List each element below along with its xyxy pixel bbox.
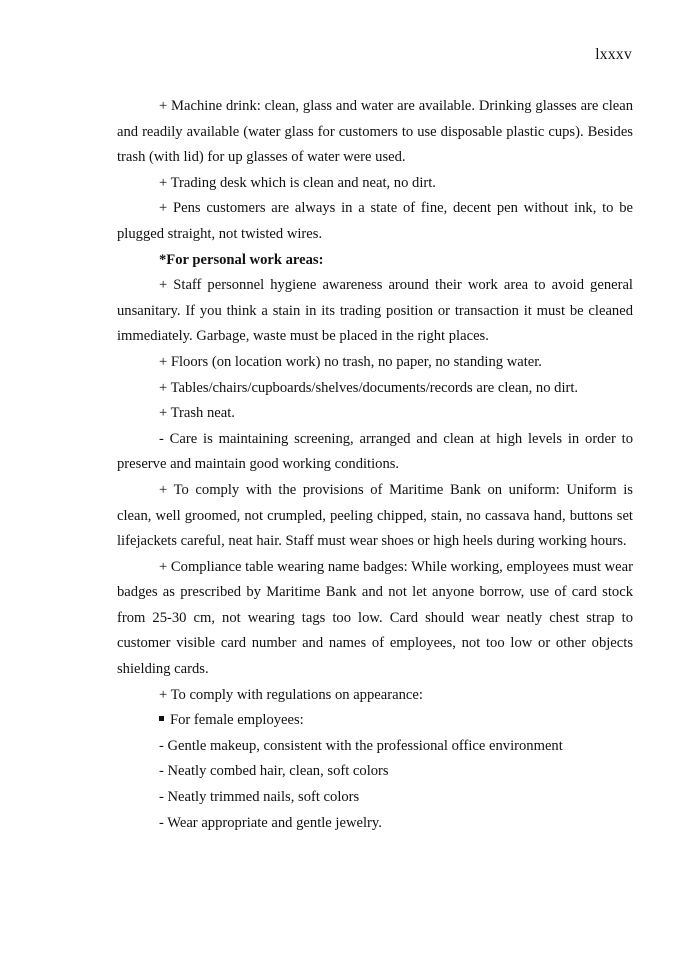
paragraph-pens: + Pens customers are always in a state of fine, decent pen without ink, to be plugged straight, not twisted wires. [117,200,633,242]
bullet-label: For female employees: [170,712,304,729]
square-bullet-icon [159,716,164,721]
paragraph-trading-desk: + Trading desk which is clean and neat, no dirt. [159,174,436,191]
page-number: lxxxv [595,46,632,63]
paragraph-name-badges: + Compliance table wearing name badges: While working, employees must wear badges as prescribed by Maritime Bank and not let anyone borrow, use of card stock from 25-30 cm, not wearing tags too low. Card should wear neatly chest strap to customer visible card number and names of employees, not too low or other objects shielding cards. [117,558,633,678]
body-text [117,94,633,836]
paragraph-trash: + Trash neat. [159,405,235,422]
paragraph-floors: + Floors (on location work) no trash, no paper, no standing water. [159,353,542,370]
list-item-hair: - Neatly combed hair, clean, soft colors [159,763,389,780]
paragraph-appearance: + To comply with regulations on appearance: [159,686,423,703]
list-item-nails: - Neatly trimmed nails, soft colors [159,789,360,806]
paragraph-tables-chairs: + Tables/chairs/cupboards/shelves/documents/records are clean, no dirt. [159,379,579,396]
bullet-female-employees [117,708,633,734]
paragraph-machine-drink: + Machine drink: clean, glass and water are available. Drinking glasses are clean and readily available (water glass for customers to use disposable plastic cups). Besides trash (with lid) for up glasses of water were used. [117,98,633,166]
paragraph-uniform: + To comply with the provisions of Maritime Bank on uniform: Uniform is clean, well groomed, not crumpled, peeling chipped, stain, no cassava hand, buttons set lifejackets careful, neat hair. Staff must wear shoes or high heels during working hours. [117,481,633,550]
list-item-jewelry: - Wear appropriate and gentle jewelry. [159,814,382,831]
paragraph-care: - Care is maintaining screening, arranged and clean at high levels in order to preserve and maintain good working conditions. [117,430,633,473]
list-item-makeup: - Gentle makeup, consistent with the professional office environment [159,737,563,754]
section-heading-personal-work-areas: *For personal work areas: [159,251,324,268]
paragraph-staff-hygiene: + Staff personnel hygiene awareness around their work area to avoid general unsanitary. If you think a stain in its trading position or transaction it must be cleaned immediately. Garbage, waste must be placed in the right places. [117,277,633,345]
